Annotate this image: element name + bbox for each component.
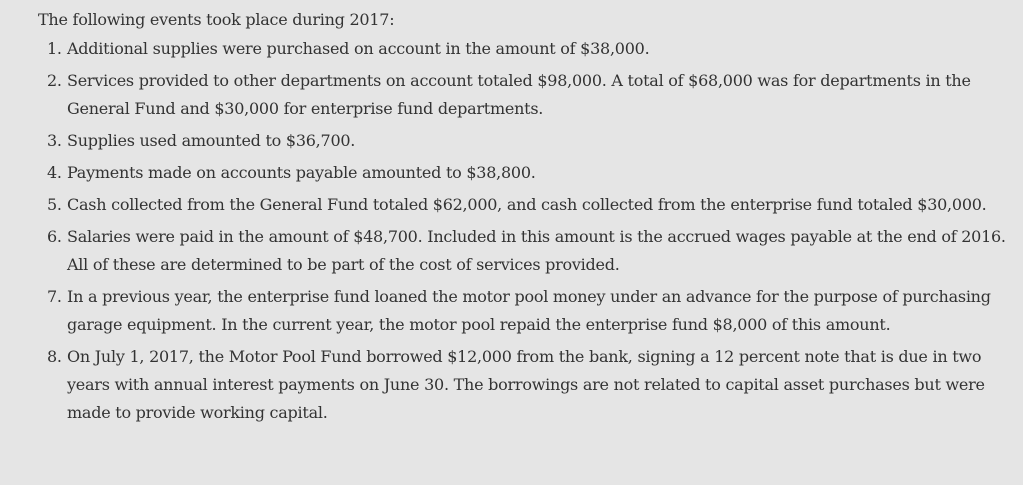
list-item-number: 7.	[47, 287, 62, 306]
list-item-number: 2.	[47, 71, 62, 90]
list-item-event-5	[38, 191, 1013, 219]
list-item-number: 1.	[47, 39, 62, 58]
list-item-text: Cash collected from the General Fund totaled $62,000, and cash collected from the enterprise fund totaled $30,000.	[67, 195, 987, 214]
list-item-event-2	[38, 67, 1013, 123]
list-item-number: 8.	[47, 347, 62, 366]
list-item-event-8	[38, 343, 1013, 427]
list-item-event-3	[38, 127, 1013, 155]
list-item-text: In a previous year, the enterprise fund loaned the motor pool money under an advance for the purpose of purchasing garage equipment. In the current year, the motor pool repaid the enterprise fund $8,000 of this amount.	[67, 287, 991, 334]
list-item-event-7	[38, 283, 1013, 339]
events-list	[38, 35, 1013, 427]
list-item-text: On July 1, 2017, the Motor Pool Fund borrowed $12,000 from the bank, signing a 12 percent note that is due in two years with annual interest payments on June 30. The borrowings are not related to capital asset purchases but were made to provide working capital.	[67, 347, 985, 422]
list-item-number: 4.	[47, 163, 62, 182]
list-item-event-4	[38, 159, 1013, 187]
list-item-text: Additional supplies were purchased on account in the amount of $38,000.	[67, 39, 650, 58]
document-body	[38, 7, 1013, 431]
list-item-text: Salaries were paid in the amount of $48,700. Included in this amount is the accrued wages payable at the end of 2016. All of these are determined to be part of the cost of services provided.	[67, 227, 1006, 274]
list-item-text: Services provided to other departments on account totaled $98,000. A total of $68,000 was for departments in the General Fund and $30,000 for enterprise fund departments.	[67, 71, 971, 118]
list-item-number: 5.	[47, 195, 62, 214]
list-item-event-1	[38, 35, 1013, 63]
list-item-event-6	[38, 223, 1013, 279]
list-item-text: Payments made on accounts payable amounted to $38,800.	[67, 163, 536, 182]
list-item-text: Supplies used amounted to $36,700.	[67, 131, 356, 150]
list-item-number: 3.	[47, 131, 62, 150]
intro-text: The following events took place during 2017:	[38, 10, 395, 29]
list-item-number: 6.	[47, 227, 62, 246]
